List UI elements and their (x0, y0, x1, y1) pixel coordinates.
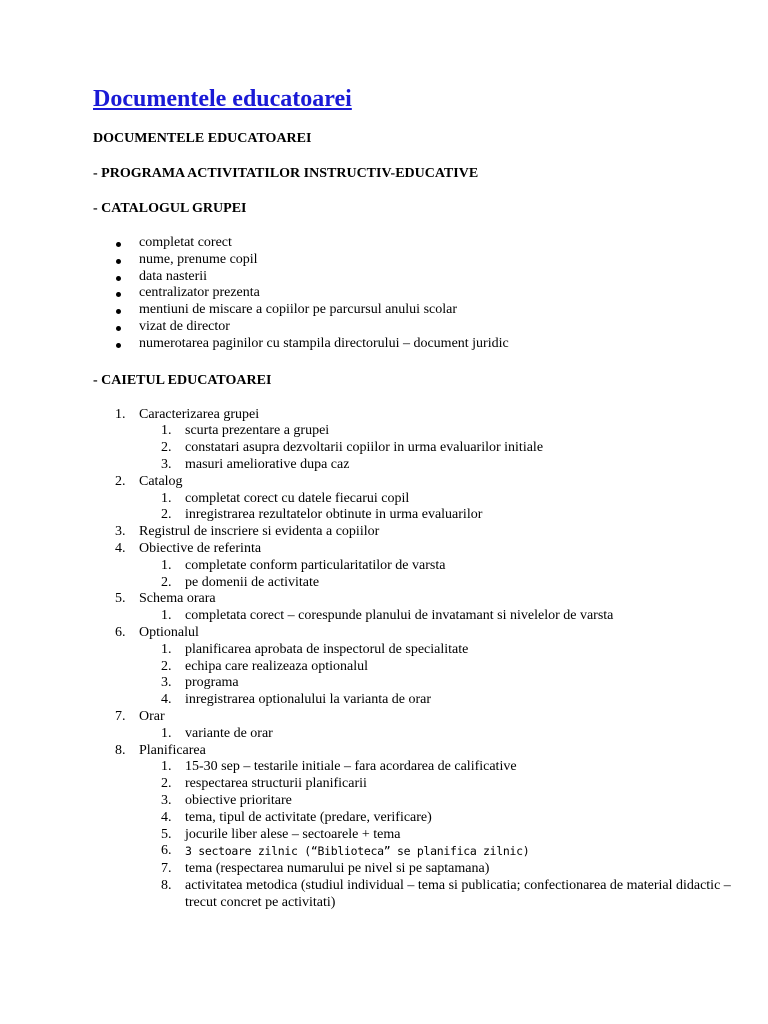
heading-catalog: - CATALOGUL GRUPEI (93, 201, 247, 216)
list-number: 8. (161, 877, 172, 893)
caiet-item-label: Schema orara (139, 591, 216, 607)
caiet-list-item (93, 474, 733, 524)
caiet-subitem (139, 507, 733, 524)
document-title-link[interactable]: Documentele educatoarei (93, 86, 352, 112)
list-number: 6. (115, 624, 126, 640)
list-number: 2. (161, 776, 172, 792)
caiet-subitem-label: completata corect – corespunde planului de invatamant si nivelelor de varsta (185, 608, 614, 624)
list-number: 2. (161, 440, 172, 456)
caiet-subitem (139, 843, 733, 861)
list-number: 3. (161, 792, 172, 808)
catalog-list-item: data nasterii (93, 269, 733, 286)
caiet-subitem-label: inregistrarea optionalului la varianta de orar (185, 692, 432, 708)
caiet-subitem-label: obiective prioritare (185, 792, 292, 808)
document-page (93, 84, 733, 911)
caiet-subitem-label: respectarea structurii planificarii (185, 776, 367, 792)
caiet-list (93, 407, 733, 912)
catalog-list-item: completat corect (93, 235, 733, 252)
caiet-subitem-label: completat corect cu datele fiecarui copil (185, 490, 410, 506)
catalog-list-item: numerotarea paginilor cu stampila directorului – document juridic (93, 336, 733, 353)
caiet-list-item (93, 625, 733, 709)
caiet-subitem (139, 692, 733, 709)
caiet-subitem-label: 15-30 sep – testarile initiale – fara acordarea de calificative (185, 759, 517, 775)
caiet-subitem-label: scurta prezentare a grupei (185, 423, 330, 439)
list-number: 2. (161, 574, 172, 590)
list-number: 3. (161, 675, 172, 691)
caiet-sublist (139, 759, 733, 911)
caiet-sublist (139, 608, 733, 625)
list-number: 3. (115, 524, 126, 540)
caiet-subitem-label: constatari asupra dezvoltarii copiilor in urma evaluarilor initiale (185, 440, 544, 456)
list-number: 4. (161, 692, 172, 708)
caiet-subitem (139, 642, 733, 659)
catalog-list-item: mentiuni de miscare a copiilor pe parcursul anului scolar (93, 302, 733, 319)
caiet-subitem-label: pe domenii de activitate (185, 574, 320, 590)
list-number: 6. (161, 843, 172, 859)
caiet-subitem-label: programa (185, 675, 239, 691)
caiet-subitem (139, 457, 733, 474)
caiet-list-item (93, 524, 733, 541)
caiet-subitem-label: tema (respectarea numarului pe nivel si pe saptamana) (185, 861, 490, 877)
caiet-subitem-label: echipa care realizeaza optionalul (185, 658, 369, 674)
caiet-subitem (139, 659, 733, 676)
list-number: 7. (161, 861, 172, 877)
list-number: 1. (161, 641, 172, 657)
list-number: 7. (115, 708, 126, 724)
caiet-list-item (93, 541, 733, 591)
caiet-list-item (93, 709, 733, 743)
caiet-subitem (139, 440, 733, 457)
list-number: 1. (161, 557, 172, 573)
caiet-subitem (139, 726, 733, 743)
list-number: 1. (161, 759, 172, 775)
heading-caiet: - CAIETUL EDUCATOAREI (93, 372, 272, 388)
caiet-item-label: Registrul de inscriere si evidenta a copiilor (139, 524, 380, 540)
list-number: 3. (161, 456, 172, 472)
caiet-list-item (93, 407, 733, 474)
list-number: 5. (115, 591, 126, 607)
caiet-item-label: Obiective de referinta (139, 540, 262, 556)
list-number: 5. (161, 826, 172, 842)
caiet-subitem (139, 675, 733, 692)
caiet-subitem-label: 3 sectoare zilnic (“Biblioteca” se planifica zilnic) (185, 844, 530, 859)
caiet-sublist (139, 726, 733, 743)
list-number: 1. (161, 490, 172, 506)
caiet-subitem (139, 491, 733, 508)
caiet-subitem (139, 810, 733, 827)
list-number: 4. (161, 809, 172, 825)
caiet-subitem (139, 558, 733, 575)
catalog-list (93, 235, 733, 353)
list-number: 4. (115, 540, 126, 556)
caiet-item-label: Caracterizarea grupei (139, 406, 260, 422)
catalog-list-item: nume, prenume copil (93, 252, 733, 269)
heading-programa: - PROGRAMA ACTIVITATILOR INSTRUCTIV-EDUCATIVE (93, 166, 479, 181)
caiet-item-label: Planificarea (139, 742, 206, 758)
caiet-item-label: Optionalul (139, 624, 199, 640)
caiet-subitem-label: jocurile liber alese – sectoarele + tema (185, 826, 401, 842)
list-number: 1. (161, 725, 172, 741)
list-number: 8. (115, 742, 126, 758)
caiet-item-label: Catalog (139, 473, 183, 489)
caiet-subitem (139, 575, 733, 592)
caiet-subitem-label: inregistrarea rezultatelor obtinute in urma evaluarilor (185, 507, 483, 523)
caiet-list-item (93, 743, 733, 912)
caiet-subitem (139, 861, 733, 878)
caiet-sublist (139, 423, 733, 473)
caiet-subitem (139, 793, 733, 810)
caiet-subitem-label: planificarea aprobata de inspectorul de specialitate (185, 641, 469, 657)
caiet-item-label: Orar (139, 708, 165, 724)
caiet-sublist (139, 558, 733, 592)
caiet-subitem (139, 423, 733, 440)
caiet-list-item (93, 591, 733, 625)
list-number: 2. (115, 473, 126, 489)
caiet-subitem-label: activitatea metodica (studiul individual – tema si publicatia; confectionarea de material didactic – trecut concret pe activitati) (185, 877, 731, 910)
caiet-subitem-label: variante de orar (185, 725, 273, 741)
caiet-subitem-label: masuri ameliorative dupa caz (185, 456, 350, 472)
caiet-subitem-label: completate conform particularitatilor de varsta (185, 557, 446, 573)
caiet-subitem (139, 776, 733, 793)
catalog-list-item: vizat de director (93, 319, 733, 336)
list-number: 2. (161, 507, 172, 523)
caiet-sublist (139, 491, 733, 525)
catalog-list-item: centralizator prezenta (93, 285, 733, 302)
heading-main: DOCUMENTELE EDUCATOAREI (93, 131, 312, 146)
caiet-subitem (139, 759, 733, 776)
caiet-subitem (139, 878, 733, 912)
list-number: 1. (161, 423, 172, 439)
caiet-sublist (139, 642, 733, 709)
list-number: 1. (161, 608, 172, 624)
caiet-subitem (139, 608, 733, 625)
caiet-subitem (139, 827, 733, 844)
caiet-subitem-label: tema, tipul de activitate (predare, verificare) (185, 809, 432, 825)
list-number: 1. (115, 406, 126, 422)
list-number: 2. (161, 658, 172, 674)
